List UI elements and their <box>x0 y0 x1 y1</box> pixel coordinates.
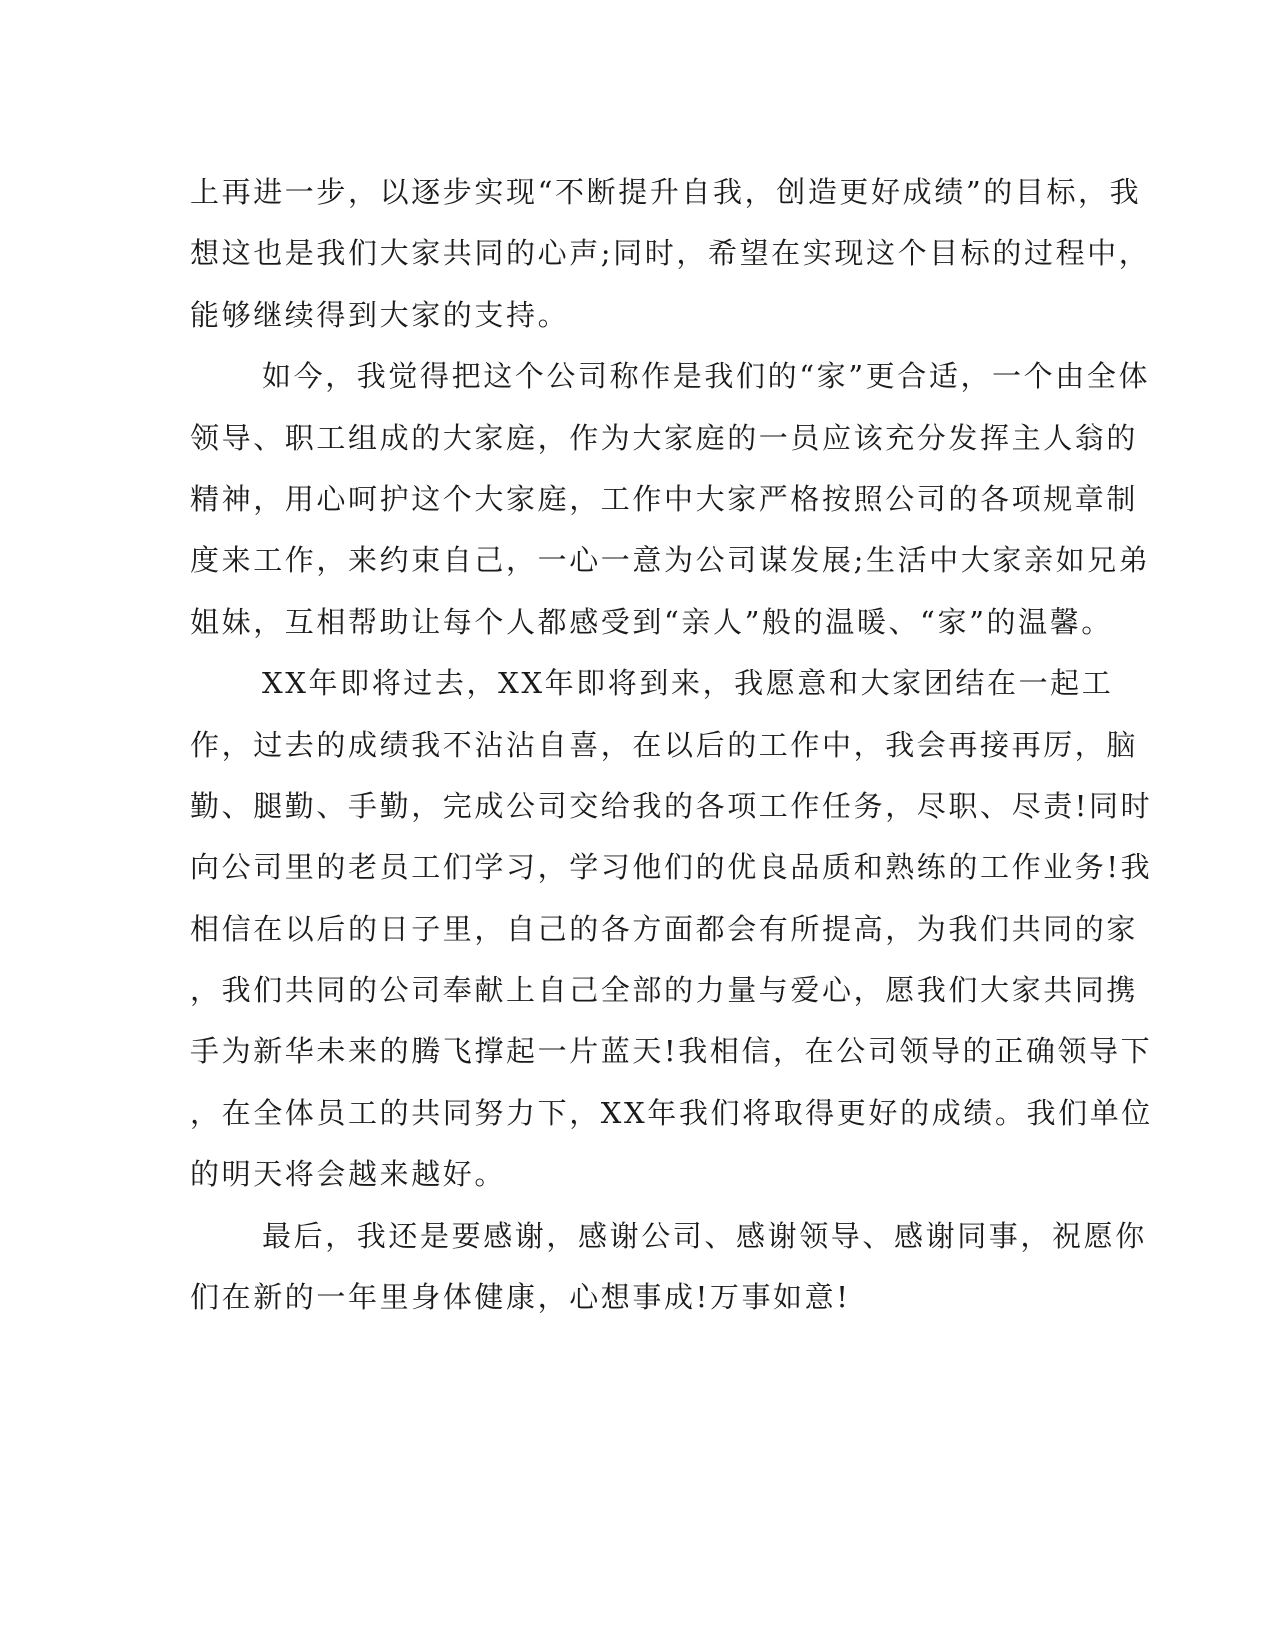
text-line: 相信在以后的日子里，自己的各方面都会有所提高，为我们共同的家 <box>190 911 1139 946</box>
document-body <box>190 162 1153 1328</box>
text-line: 的明天将会越来越好。 <box>190 1157 507 1192</box>
paragraph-start-line: 如今，我觉得把这个公司称作是我们的“家”更合适，一个由全体 <box>262 359 1151 394</box>
text-line: 想这也是我们大家共同的心声;同时，希望在实现这个目标的过程中， <box>190 236 1151 271</box>
text-line: 向公司里的老员工们学习，学习他们的优良品质和熟练的工作业务!我 <box>190 850 1153 885</box>
text-line: 能够继续得到大家的支持。 <box>190 297 570 332</box>
text-line: 度来工作，来约束自己，一心一意为公司谋发展;生活中大家亲如兄弟 <box>190 543 1151 578</box>
text-line: 们在新的一年里身体健康，心想事成!万事如意! <box>190 1280 851 1315</box>
text-line: 姐妹，互相帮助让每个人都感受到“亲人”般的温暖、“家”的温馨。 <box>190 604 1113 639</box>
text-line: 作，过去的成绩我不沾沾自喜，在以后的工作中，我会再接再厉，脑 <box>190 727 1139 762</box>
text-line: ，在全体员工的共同努力下，XX年我们将取得更好的成绩。我们单位 <box>190 1095 1153 1130</box>
text-line: ，我们共同的公司奉献上自己全部的力量与爱心，愿我们大家共同携 <box>190 973 1139 1008</box>
text-line: 精神，用心呵护这个大家庭，工作中大家严格按照公司的各项规章制 <box>190 481 1139 516</box>
text-line: 上再进一步，以逐步实现“不断提升自我，创造更好成绩”的目标，我 <box>190 175 1142 209</box>
text-line: 手为新华未来的腾飞撑起一片蓝天!我相信，在公司领导的正确领导下 <box>190 1034 1153 1069</box>
paragraph-start-line: 最后，我还是要感谢，感谢公司、感谢领导、感谢同事，祝愿你 <box>262 1218 1147 1253</box>
paragraph-start-line: XX年即将过去，XX年即将到来，我愿意和大家团结在一起工 <box>262 666 1114 701</box>
text-line: 领导、职工组成的大家庭，作为大家庭的一员应该充分发挥主人翁的 <box>190 420 1139 455</box>
text-line: 勤、腿勤、手勤，完成公司交给我的各项工作任务，尽职、尽责!同时 <box>190 788 1153 823</box>
